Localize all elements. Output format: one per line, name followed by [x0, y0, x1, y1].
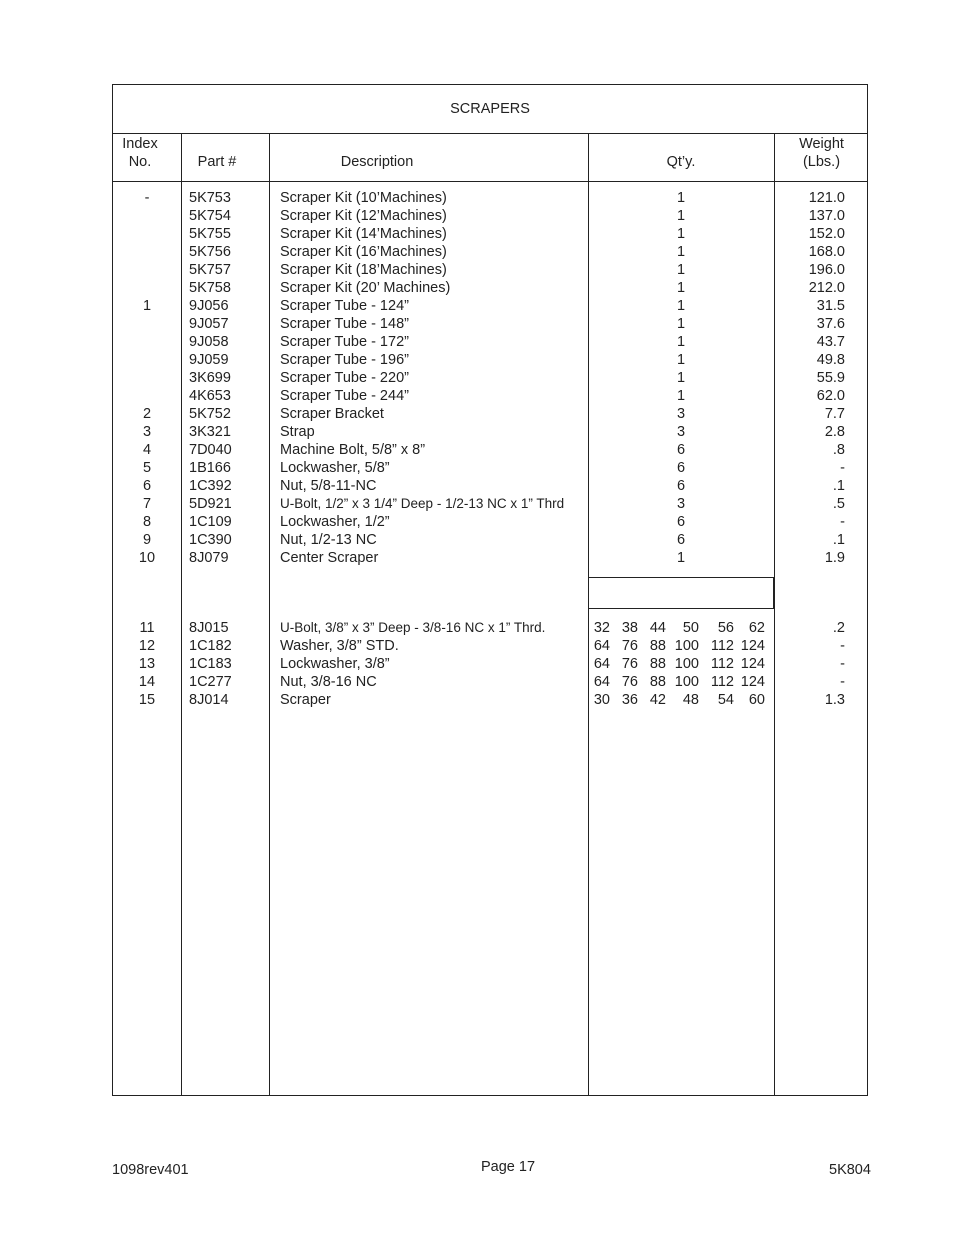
parts-table	[112, 84, 868, 1096]
qty-size-cell: 76	[621, 656, 638, 672]
qty-cell: 3	[676, 496, 686, 512]
weight-cell: 212.0	[808, 280, 845, 296]
part-number-cell: 9J056	[189, 298, 229, 314]
description-cell: Lockwasher, 1/2”	[280, 514, 390, 530]
qty-size-cell: 88	[649, 674, 666, 690]
index-header	[113, 135, 167, 171]
qty-size-cell: 124	[740, 674, 765, 690]
qty-size-cell: 88	[649, 638, 666, 654]
index-cell: 6	[142, 478, 152, 494]
column-divider	[181, 133, 182, 1095]
qty-cell: 3	[676, 406, 686, 422]
qty-cell: 1	[676, 226, 686, 242]
weight-header-line1: Weight	[799, 136, 844, 152]
weight-cell: 2.8	[824, 424, 845, 440]
description-cell: Scraper Tube - 172”	[280, 334, 409, 350]
page-number: Page 17	[480, 1159, 536, 1175]
description-header: Description	[340, 154, 414, 170]
index-header-line2: No.	[128, 154, 152, 170]
part-number-cell: 1C182	[189, 638, 232, 654]
part-number-cell: 1C390	[189, 532, 232, 548]
description-cell: Scraper Kit (12’Machines)	[280, 208, 447, 224]
index-cell: 1	[142, 298, 152, 314]
qty-size-cell: 124	[740, 638, 765, 654]
qty-header: Qt’y.	[666, 154, 696, 170]
qty-cell: 1	[676, 352, 686, 368]
qty-size-cell: 64	[593, 674, 610, 690]
part-number-cell: 1C277	[189, 674, 232, 690]
table-title: SCRAPERS	[450, 101, 530, 117]
footer-doc-code: 1098rev401	[112, 1162, 189, 1178]
description-cell: U-Bolt, 1/2” x 3 1/4” Deep - 1/2-13 NC x 1” Thrd	[280, 496, 565, 511]
qty-size-cell: 42	[649, 692, 666, 708]
weight-cell: 121.0	[808, 190, 845, 206]
qty-cell: 1	[676, 208, 686, 224]
qty-cell: 1	[676, 550, 686, 566]
index-cell: 10	[138, 550, 156, 566]
part-number-cell: 1C109	[189, 514, 232, 530]
index-cell: 4	[142, 442, 152, 458]
description-cell: Nut, 3/8-16 NC	[280, 674, 377, 690]
part-number-cell: 3K699	[189, 370, 231, 386]
description-cell: Nut, 1/2-13 NC	[280, 532, 377, 548]
column-divider	[269, 133, 270, 1095]
description-cell: Machine Bolt, 5/8” x 8”	[280, 442, 426, 458]
qty-size-cell: 56	[717, 620, 734, 636]
index-cell: 15	[138, 692, 156, 708]
weight-header-line2: (Lbs.)	[802, 154, 841, 170]
index-cell: 8	[142, 514, 152, 530]
description-cell: Scraper Tube - 244”	[280, 388, 409, 404]
index-header-line1: Index	[122, 136, 158, 152]
qty-cell: 6	[676, 532, 686, 548]
part-number-cell: 1B166	[189, 460, 231, 476]
part-number-cell: 5K752	[189, 406, 231, 422]
weight-cell: 43.7	[816, 334, 845, 350]
qty-size-cell: 64	[593, 638, 610, 654]
index-cell: -	[144, 190, 150, 206]
qty-cell: 1	[676, 262, 686, 278]
qty-size-cell: 112	[710, 638, 734, 654]
index-cell: 11	[139, 620, 155, 636]
description-cell: Scraper Kit (10’Machines)	[280, 190, 447, 206]
weight-cell: 37.6	[816, 316, 845, 332]
description-cell: Scraper Tube - 196”	[280, 352, 409, 368]
weight-cell: 168.0	[808, 244, 845, 260]
qty-size-cell: 62	[748, 620, 765, 636]
weight-cell: -	[840, 638, 845, 654]
weight-cell: 1.3	[824, 692, 845, 708]
qty-size-cell: 76	[621, 638, 638, 654]
description-cell: Scraper Bracket	[280, 406, 384, 422]
qty-cell: 1	[676, 298, 686, 314]
qty-cell: 1	[676, 190, 686, 206]
weight-cell: 55.9	[816, 370, 845, 386]
index-cell: 7	[142, 496, 152, 512]
index-cell: 13	[138, 656, 156, 672]
index-cell: 2	[142, 406, 152, 422]
qty-size-cell: 112	[710, 656, 734, 672]
qty-size-cell: 100	[674, 638, 699, 654]
part-number-cell: 9J059	[189, 352, 229, 368]
qty-size-cell: 30	[593, 692, 610, 708]
weight-cell: -	[840, 460, 845, 476]
index-cell: 14	[138, 674, 156, 690]
description-cell: Scraper Tube - 124”	[280, 298, 409, 314]
qty-size-cell: 76	[621, 674, 638, 690]
index-cell: 12	[138, 638, 156, 654]
qty-cell: 1	[676, 316, 686, 332]
weight-cell: 62.0	[816, 388, 845, 404]
description-cell: Scraper Kit (18’Machines)	[280, 262, 447, 278]
weight-cell: .5	[832, 496, 845, 512]
qty-size-cell: 100	[674, 674, 699, 690]
weight-cell: 152.0	[808, 226, 845, 242]
description-cell: Scraper Kit (16’Machines)	[280, 244, 447, 260]
part-number-cell: 5K756	[189, 244, 231, 260]
qty-cell: 6	[676, 460, 686, 476]
qty-size-cell: 36	[621, 692, 638, 708]
header-divider	[113, 181, 867, 182]
part-number-cell: 5K755	[189, 226, 231, 242]
qty-size-cell: 50	[682, 620, 699, 636]
qty-size-cell: 60	[748, 692, 765, 708]
description-cell: Lockwasher, 5/8”	[280, 460, 390, 476]
weight-header	[774, 135, 869, 171]
qty-cell: 1	[676, 280, 686, 296]
weight-cell: -	[840, 674, 845, 690]
qty-cell: 1	[676, 244, 686, 260]
description-cell: Washer, 3/8” STD.	[280, 638, 399, 654]
part-number-cell: 1C183	[189, 656, 232, 672]
part-number-cell: 5K757	[189, 262, 231, 278]
qty-cell: 6	[676, 478, 686, 494]
description-cell: Nut, 5/8-11-NC	[280, 478, 377, 494]
qty-size-cell: 54	[717, 692, 734, 708]
part-header: Part #	[197, 154, 237, 170]
weight-cell: 7.7	[824, 406, 845, 422]
weight-cell: -	[840, 514, 845, 530]
description-cell: U-Bolt, 3/8” x 3” Deep - 3/8-16 NC x 1” Thrd.	[280, 620, 546, 635]
qty-size-cell: 48	[682, 692, 699, 708]
part-number-cell: 8J015	[189, 620, 229, 636]
weight-cell: 137.0	[808, 208, 845, 224]
qty-size-cell: 112	[710, 674, 734, 690]
description-cell: Lockwasher, 3/8”	[280, 656, 390, 672]
index-cell: 3	[142, 424, 152, 440]
part-number-cell: 4K653	[189, 388, 231, 404]
description-cell: Scraper Kit (20’ Machines)	[280, 280, 451, 296]
index-cell: 9	[142, 532, 152, 548]
qty-cell: 6	[676, 442, 686, 458]
weight-cell: .1	[832, 478, 845, 494]
description-cell: Scraper Tube - 220”	[280, 370, 409, 386]
part-number-cell: 8J014	[189, 692, 229, 708]
qty-size-cell: 32	[593, 620, 610, 636]
weight-cell: 1.9	[824, 550, 845, 566]
description-cell: Scraper Kit (14’Machines)	[280, 226, 447, 242]
qty-cell: 1	[676, 388, 686, 404]
footer-part-code: 5K804	[829, 1162, 871, 1178]
part-number-cell: 5K753	[189, 190, 231, 206]
description-cell: Scraper	[280, 692, 331, 708]
weight-cell: .2	[832, 620, 845, 636]
qty-cell: 6	[676, 514, 686, 530]
weight-cell: 49.8	[816, 352, 845, 368]
qty-size-cell: 100	[674, 656, 699, 672]
weight-cell: 196.0	[808, 262, 845, 278]
qty-size-cell: 44	[649, 620, 666, 636]
qty-size-cell: 38	[621, 620, 638, 636]
description-cell: Scraper Tube - 148”	[280, 316, 409, 332]
weight-cell: .1	[832, 532, 845, 548]
qty-cell: 3	[676, 424, 686, 440]
index-cell: 5	[142, 460, 152, 476]
part-number-cell: 9J057	[189, 316, 229, 332]
part-number-cell: 1C392	[189, 478, 232, 494]
weight-cell: 31.5	[816, 298, 845, 314]
qty-size-cell: 64	[593, 656, 610, 672]
qty-size-cell: 88	[649, 656, 666, 672]
qty-cell: 1	[676, 370, 686, 386]
part-number-cell: 3K321	[189, 424, 231, 440]
qty-size-box	[588, 577, 774, 609]
description-cell: Strap	[280, 424, 315, 440]
part-number-cell: 8J079	[189, 550, 229, 566]
part-number-cell: 5D921	[189, 496, 232, 512]
part-number-cell: 9J058	[189, 334, 229, 350]
qty-cell: 1	[676, 334, 686, 350]
title-divider	[113, 133, 867, 134]
weight-cell: .8	[832, 442, 845, 458]
part-number-cell: 7D040	[189, 442, 232, 458]
weight-cell: -	[840, 656, 845, 672]
description-cell: Center Scraper	[280, 550, 379, 566]
part-number-cell: 5K758	[189, 280, 231, 296]
part-number-cell: 5K754	[189, 208, 231, 224]
qty-size-cell: 124	[740, 656, 765, 672]
